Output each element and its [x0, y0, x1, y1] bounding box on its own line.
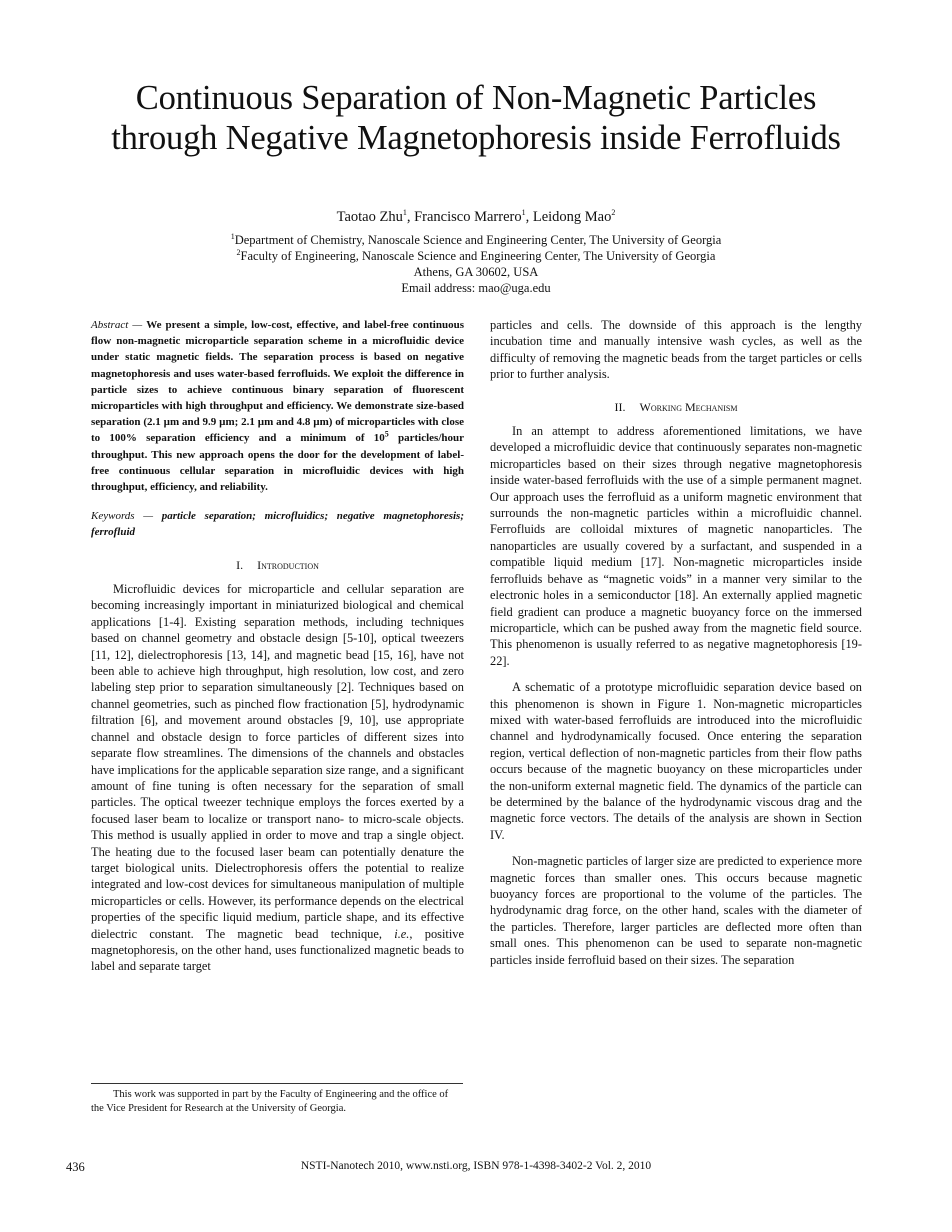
title-line-2: through Negative Magnetophoresis inside Ferrofluids — [111, 119, 841, 157]
left-column — [91, 317, 464, 975]
paper-title — [40, 78, 912, 158]
abstract-label: Abstract — [91, 319, 129, 331]
paragraph: particles and cells. The downside of this approach is the lengthy incubation time and manually intensive wash cycles, as well as the difficulty of removing the magnetic beads from the target particles or cells prior to further analysis. — [490, 318, 862, 382]
section-heading-working-mechanism: II. Working Mechanism — [614, 399, 738, 414]
page-number: 436 — [66, 1160, 85, 1174]
paragraph: In an attempt to address aforementioned limitations, we have developed a microfluidic device that continuously separates non-magnetic microparticles based on their sizes through negative magnetophoresis inside water-based ferrofluids with the use of a simple permanent magnet. Our approach uses the ferrofluid as a uniform magnetic environment that surrounds the non-magnetic particles within a microfluidic channel. Ferrofluids are colloidal mixtures of magnetic nanoparticles. The nanoparticles are usually covered by a surfactant, and suspended in a compatible liquid medium [17]. Non-magnetic microparticles inside ferrofluids behave as “magnetic voids” in a manner very similar to the electronic holes in a semiconductor [18]. An externally applied magnetic field gradient can produce a magnetic buoyancy force on the immersed microparticle, which can be pushed away from the magnetic field source. This phenomenon is usually referred to as negative magnetophoresis [19-22]. — [490, 424, 862, 668]
intro-paragraph: Microfluidic devices for microparticle and cellular separation are becoming increasingly important in miniaturized biological and chemical applications [1-4]. Existing separation methods, including techniques based on channel geometry and obstacle design [5-10], optical tweezers [11, 12], dielectrophoresis [13, 14], and magnetic bead [15, 16], have not been able to achieve high throughput, high resolution, low cost, and zero labeling step prior to separation simultaneously [2]. Techniques based on channel geometries, such as pinched flow fractionation [5], hydrodynamic filtration [6], and movement around obstacles [9, 10], use appropriate channel and obstacle design to force particles of different sizes into separate flow streamlines. The dimensions of the channels and obstacles have implications for the applicable separation size range, and a significant amount of fine tuning is often necessary for the separation of small particles. The optical tweezer technique employs the forces exerted by a focused laser beam to localize or transport nano- to micro-scale objects. This method is usually applied in order to move and trap a single object. The heating due to the focused laser beam can potentially denature the target biological units. Dielectrophoresis offers the potential to realize integrated and low-cost devices for simultaneous manipulation of multiple microparticles or cells. However, its performance depends on the electrical properties of the specific liquid medium, particle shape, and its effective dielectric constant. The magnetic bead technique, i.e., positive magnetophoresis, on the other hand, uses functionalized magnetic beads to label and separate target — [91, 582, 464, 974]
abstract: Abstract — We present a simple, low-cost, effective, and label-free continuous flow non-magnetic microparticle separation scheme in a microfluidic device under static magnetic fields. The separation process is based on negative magnetophoresis and uses water-based ferrofluids. We exploit the difference in particle sizes to achieve continuous binary separation of fluorescent microparticles with high throughput and efficiency. We demonstrate size-based separation (2.1 µm and 9.9 µm; 2.1 µm and 4.8 µm) of microparticles with close to 100% separation efficiency and a minimum of $10^5$ particles/hour throughput. This new approach opens the door for the development of label-free continuous cellular separation in microfluidic devices with high throughput, efficiency, and reliability. — [91, 319, 465, 494]
title-line-1: Continuous Separation of Non-Magnetic Particles — [135, 79, 817, 117]
affiliation-line: $^1$Department of Chemistry, Nanoscale Science and Engineering Center, The University of Georgia — [230, 231, 722, 247]
keywords: Keywords — particle separation; microfluidics; negative magnetophoresis; ferrofluid — [91, 510, 465, 539]
paragraph: A schematic of a prototype microfluidic separation device based on this phenomenon is shown in Figure 1. Non-magnetic microparticles mixed with water-based ferrofluids are introduced into the microfluidic channel and hydrodynamically focused. Once entering the separation region, vertical deflection of non-magnetic particles from their flow paths occurs because of the magnetic buoyancy on these microparticles under the non-uniform external magnetic field. The dynamics of the particle can be determined by the balance of the hydrodynamic viscous drag and the magnetic force vectors. The details of the analysis are shown in Section IV. — [490, 680, 862, 842]
affiliations — [40, 232, 912, 296]
section-heading-introduction: I. Introduction — [236, 557, 319, 572]
affiliation-marker: 1 — [230, 231, 235, 241]
footnote-divider — [91, 1083, 463, 1084]
abstract-text: We present a simple, low-cost, effective, and label-free continuous flow non-magnetic microparticle separation scheme in a microfluidic device under static magnetic fields. The separation process is based on negative magnetophoresis and uses water-based ferrofluids. We exploit the difference in particle sizes to achieve continuous binary separation of fluorescent microparticles with high throughput and efficiency. We demonstrate size-based separation (2.1 µm and 9.9 µm; 2.1 µm and 4.8 µm) of microparticles with close to 100% separation efficiency and a minimum of 10 — [91, 319, 465, 445]
ie-abbrev: i.e. — [394, 926, 410, 941]
affiliation-marker: 1 — [402, 208, 407, 218]
author-separator: , — [525, 209, 533, 225]
keywords-text: particle separation; microfluidics; negative magnetophoresis; ferrofluid — [91, 510, 465, 539]
address-line: Athens, GA 30602, USA — [413, 265, 539, 279]
affiliation-marker: 2 — [611, 208, 616, 218]
abstract-exponent: 5 — [384, 429, 389, 439]
keywords-label: Keywords — [91, 510, 135, 523]
author-name: Leidong Mao — [532, 209, 612, 225]
affiliation-marker: 2 — [236, 247, 241, 257]
author-name: Taotao Zhu — [336, 209, 403, 225]
page-footer: NSTI-Nanotech 2010, www.nsti.org, ISBN 978-1-4398-3402-2 Vol. 2, 2010 — [300, 1160, 652, 1172]
affiliation-marker: 1 — [521, 208, 526, 218]
affiliation-line: $^2$Faculty of Engineering, Nanoscale Science and Engineering Center, The University of Georgia — [236, 247, 716, 263]
paragraph: Non-magnetic particles of larger size are predicted to experience more magnetic forces than smaller ones. This occurs because magnetic buoyancy forces are proportional to the volume of the particles. The hydrodynamic drag force, on the other hand, scales with the diameter of the particles. Therefore, larger particles are deflected more often than small ones. This phenomenon can be used to separate non-magnetic particles inside ferrofluid based on their sizes. The separation — [490, 854, 862, 967]
email-line: Email address: mao@uga.edu — [401, 281, 551, 295]
author-list — [40, 208, 912, 226]
right-column — [490, 317, 862, 968]
author-name: Francisco Marrero — [414, 209, 522, 225]
footnote: This work was supported in part by the Faculty of Engineering and the office of the Vice President for Research at the University of Georgia. — [91, 1089, 449, 1114]
author-separator: , — [406, 209, 415, 225]
